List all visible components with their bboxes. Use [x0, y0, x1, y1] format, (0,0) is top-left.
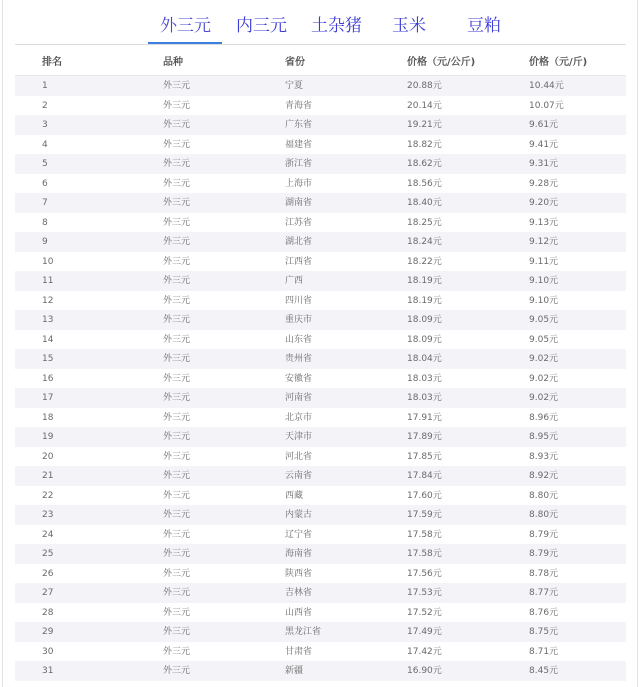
variety-cell: 外三元	[163, 393, 191, 403]
price-jin-cell: 8.95元	[529, 432, 559, 442]
price-jin-cell: 9.20元	[529, 198, 559, 208]
rank-cell: 31	[42, 666, 54, 676]
table-row	[15, 174, 626, 194]
rank-cell: 27	[42, 588, 54, 598]
province-cell: 湖北省	[285, 237, 313, 247]
table-row	[15, 466, 626, 486]
price-jin-cell: 8.80元	[529, 490, 559, 501]
table-row	[15, 154, 626, 174]
header-price-per-kg: 价格（元/公斤)	[407, 57, 476, 68]
rank-cell: 26	[42, 568, 54, 579]
price-kg-cell: 17.53元	[407, 588, 442, 598]
price-jin-cell: 9.28元	[529, 178, 559, 189]
variety-cell: 外三元	[163, 412, 191, 423]
province-cell: 陕西省	[285, 568, 313, 579]
rank-cell: 22	[42, 490, 54, 501]
price-kg-cell: 18.25元	[407, 217, 442, 228]
tab-tu-za-zhu[interactable]: 土杂猪	[311, 16, 362, 36]
rank-cell: 30	[42, 646, 54, 657]
province-cell: 青海省	[285, 100, 313, 111]
rank-cell: 19	[42, 432, 54, 442]
province-cell: 吉林省	[285, 588, 313, 598]
variety-cell: 外三元	[163, 120, 191, 130]
table-row	[15, 622, 626, 642]
header-rank: 排名	[42, 57, 62, 68]
province-cell: 重庆市	[285, 315, 313, 325]
price-jin-cell: 9.11元	[529, 256, 559, 267]
variety-cell: 外三元	[163, 217, 191, 228]
price-jin-cell: 8.78元	[529, 568, 559, 579]
price-kg-cell: 17.52元	[407, 607, 442, 618]
rank-cell: 17	[42, 393, 54, 403]
province-cell: 北京市	[285, 412, 313, 423]
price-kg-cell: 17.56元	[407, 568, 442, 579]
table-row	[15, 564, 626, 584]
tab-bar	[0, 0, 640, 46]
price-kg-cell: 18.40元	[407, 198, 442, 208]
table-row	[15, 525, 626, 545]
province-cell: 山东省	[285, 334, 313, 345]
variety-cell: 外三元	[163, 568, 191, 579]
province-cell: 湖南省	[285, 198, 313, 208]
table-row	[15, 96, 626, 116]
header-variety: 品种	[163, 57, 183, 68]
province-cell: 云南省	[285, 471, 313, 481]
price-kg-cell: 18.56元	[407, 178, 442, 189]
variety-cell: 外三元	[163, 646, 191, 657]
table-row	[15, 193, 626, 213]
tab-corn[interactable]: 玉米	[392, 16, 426, 36]
variety-cell: 外三元	[163, 198, 191, 208]
table-row	[15, 271, 626, 291]
variety-cell: 外三元	[163, 666, 191, 676]
price-jin-cell: 9.13元	[529, 217, 559, 228]
province-cell: 广东省	[285, 120, 313, 130]
price-kg-cell: 18.04元	[407, 354, 442, 364]
price-kg-cell: 17.49元	[407, 627, 442, 637]
province-cell: 黑龙江省	[285, 627, 322, 637]
province-cell: 贵州省	[285, 354, 313, 364]
price-kg-cell: 18.09元	[407, 334, 442, 345]
province-cell: 海南省	[285, 549, 313, 559]
rank-cell: 12	[42, 295, 54, 306]
province-cell: 广西	[285, 276, 304, 286]
price-kg-cell: 18.19元	[407, 276, 442, 286]
province-cell: 上海市	[285, 178, 313, 189]
table-row	[15, 661, 626, 681]
province-cell: 河北省	[285, 451, 313, 462]
province-cell: 辽宁省	[285, 529, 313, 540]
province-cell: 甘肃省	[285, 646, 313, 657]
price-jin-cell: 8.75元	[529, 627, 559, 637]
rank-cell: 18	[42, 412, 54, 423]
rank-cell: 23	[42, 510, 54, 520]
variety-cell: 外三元	[163, 81, 191, 91]
variety-cell: 外三元	[163, 607, 191, 618]
rank-cell: 3	[42, 120, 48, 130]
price-kg-cell: 17.58元	[407, 529, 442, 540]
price-jin-cell: 10.44元	[529, 81, 564, 91]
rank-cell: 10	[42, 256, 54, 267]
table-row	[15, 76, 626, 96]
table-row	[15, 349, 626, 369]
price-kg-cell: 17.85元	[407, 451, 442, 462]
tab-nei-san-yuan[interactable]: 内三元	[236, 16, 287, 36]
price-jin-cell: 9.02元	[529, 373, 559, 384]
table-row	[15, 369, 626, 389]
table-row	[15, 603, 626, 623]
price-kg-cell: 17.58元	[407, 549, 442, 559]
province-cell: 新疆	[285, 666, 304, 676]
price-jin-cell: 9.41元	[529, 139, 559, 150]
table-row	[15, 135, 626, 155]
price-kg-cell: 18.09元	[407, 315, 442, 325]
table-row	[15, 388, 626, 408]
price-jin-cell: 9.02元	[529, 354, 559, 364]
table-row	[15, 232, 626, 252]
rank-cell: 5	[42, 159, 48, 169]
price-kg-cell: 18.03元	[407, 373, 442, 384]
rank-cell: 4	[42, 139, 48, 150]
province-cell: 山西省	[285, 607, 313, 618]
price-kg-cell: 17.59元	[407, 510, 442, 520]
price-jin-cell: 9.12元	[529, 237, 559, 247]
variety-cell: 外三元	[163, 334, 191, 345]
table-row	[15, 291, 626, 311]
price-kg-cell: 18.24元	[407, 237, 442, 247]
province-cell: 江苏省	[285, 217, 313, 228]
rank-cell: 21	[42, 471, 54, 481]
price-jin-cell: 8.79元	[529, 549, 559, 559]
header-price-per-jin: 价格（元/斤)	[529, 57, 588, 68]
price-jin-cell: 9.61元	[529, 120, 559, 130]
province-cell: 西藏	[285, 490, 304, 501]
rank-cell: 25	[42, 549, 54, 559]
price-jin-cell: 8.96元	[529, 412, 559, 423]
rank-cell: 15	[42, 354, 54, 364]
rank-cell: 13	[42, 315, 54, 325]
variety-cell: 外三元	[163, 276, 191, 286]
rank-cell: 2	[42, 100, 48, 111]
price-jin-cell: 9.10元	[529, 276, 559, 286]
variety-cell: 外三元	[163, 588, 191, 598]
tab-wai-san-yuan[interactable]: 外三元	[160, 16, 211, 36]
province-cell: 内蒙古	[285, 510, 313, 520]
table-row	[15, 427, 626, 447]
price-jin-cell: 8.45元	[529, 666, 559, 676]
rank-cell: 24	[42, 529, 54, 540]
table-row	[15, 408, 626, 428]
price-kg-cell: 18.82元	[407, 139, 442, 150]
price-jin-cell: 9.02元	[529, 393, 559, 403]
rank-cell: 8	[42, 217, 48, 228]
variety-cell: 外三元	[163, 627, 191, 637]
variety-cell: 外三元	[163, 100, 191, 111]
price-kg-cell: 18.62元	[407, 159, 442, 169]
price-jin-cell: 9.05元	[529, 315, 559, 325]
price-jin-cell: 10.07元	[529, 100, 564, 111]
price-kg-cell: 17.91元	[407, 412, 442, 423]
price-jin-cell: 8.79元	[529, 529, 559, 540]
variety-cell: 外三元	[163, 159, 191, 169]
variety-cell: 外三元	[163, 373, 191, 384]
price-jin-cell: 8.93元	[529, 451, 559, 462]
price-jin-cell: 8.92元	[529, 471, 559, 481]
province-cell: 安徽省	[285, 373, 313, 384]
price-kg-cell: 17.84元	[407, 471, 442, 481]
price-kg-cell: 16.90元	[407, 666, 442, 676]
price-jin-cell: 9.31元	[529, 159, 559, 169]
rank-cell: 11	[42, 276, 54, 286]
header-province: 省份	[285, 57, 305, 68]
rank-cell: 6	[42, 178, 48, 189]
price-kg-cell: 17.42元	[407, 646, 442, 657]
rank-cell: 16	[42, 373, 54, 384]
price-kg-cell: 18.19元	[407, 295, 442, 306]
rank-cell: 20	[42, 451, 54, 462]
price-kg-cell: 17.89元	[407, 432, 442, 442]
table-row	[15, 583, 626, 603]
rank-cell: 28	[42, 607, 54, 618]
province-cell: 天津市	[285, 432, 313, 442]
table-row	[15, 544, 626, 564]
rank-cell: 7	[42, 198, 48, 208]
variety-cell: 外三元	[163, 451, 191, 462]
price-kg-cell: 19.21元	[407, 120, 442, 130]
price-kg-cell: 17.60元	[407, 490, 442, 501]
variety-cell: 外三元	[163, 432, 191, 442]
tab-soybean-meal[interactable]: 豆粕	[467, 16, 501, 36]
price-kg-cell: 18.03元	[407, 393, 442, 403]
table-row	[15, 642, 626, 662]
table-row	[15, 115, 626, 135]
table-header	[15, 45, 626, 76]
province-cell: 浙江省	[285, 159, 313, 169]
table-row	[15, 505, 626, 525]
variety-cell: 外三元	[163, 471, 191, 481]
price-jin-cell: 8.77元	[529, 588, 559, 598]
price-jin-cell: 8.80元	[529, 510, 559, 520]
price-jin-cell: 8.76元	[529, 607, 559, 618]
variety-cell: 外三元	[163, 510, 191, 520]
price-jin-cell: 8.71元	[529, 646, 559, 657]
variety-cell: 外三元	[163, 295, 191, 306]
variety-cell: 外三元	[163, 256, 191, 267]
variety-cell: 外三元	[163, 139, 191, 150]
price-jin-cell: 9.05元	[529, 334, 559, 345]
province-cell: 河南省	[285, 393, 313, 403]
rank-cell: 1	[42, 81, 48, 91]
province-cell: 江西省	[285, 256, 313, 267]
table-row	[15, 310, 626, 330]
price-kg-cell: 20.14元	[407, 100, 442, 111]
table-row	[15, 330, 626, 350]
price-kg-cell: 20.88元	[407, 81, 442, 91]
variety-cell: 外三元	[163, 178, 191, 189]
table-row	[15, 447, 626, 467]
variety-cell: 外三元	[163, 237, 191, 247]
province-cell: 宁夏	[285, 81, 304, 91]
table-row	[15, 486, 626, 506]
rank-cell: 9	[42, 237, 48, 247]
variety-cell: 外三元	[163, 529, 191, 540]
variety-cell: 外三元	[163, 549, 191, 559]
rank-cell: 29	[42, 627, 54, 637]
price-jin-cell: 9.10元	[529, 295, 559, 306]
province-cell: 四川省	[285, 295, 313, 306]
variety-cell: 外三元	[163, 490, 191, 501]
variety-cell: 外三元	[163, 354, 191, 364]
province-cell: 福建省	[285, 139, 313, 150]
price-table	[15, 45, 626, 681]
rank-cell: 14	[42, 334, 54, 345]
table-row	[15, 252, 626, 272]
price-kg-cell: 18.22元	[407, 256, 442, 267]
table-row	[15, 213, 626, 233]
variety-cell: 外三元	[163, 315, 191, 325]
table-body	[15, 76, 626, 681]
